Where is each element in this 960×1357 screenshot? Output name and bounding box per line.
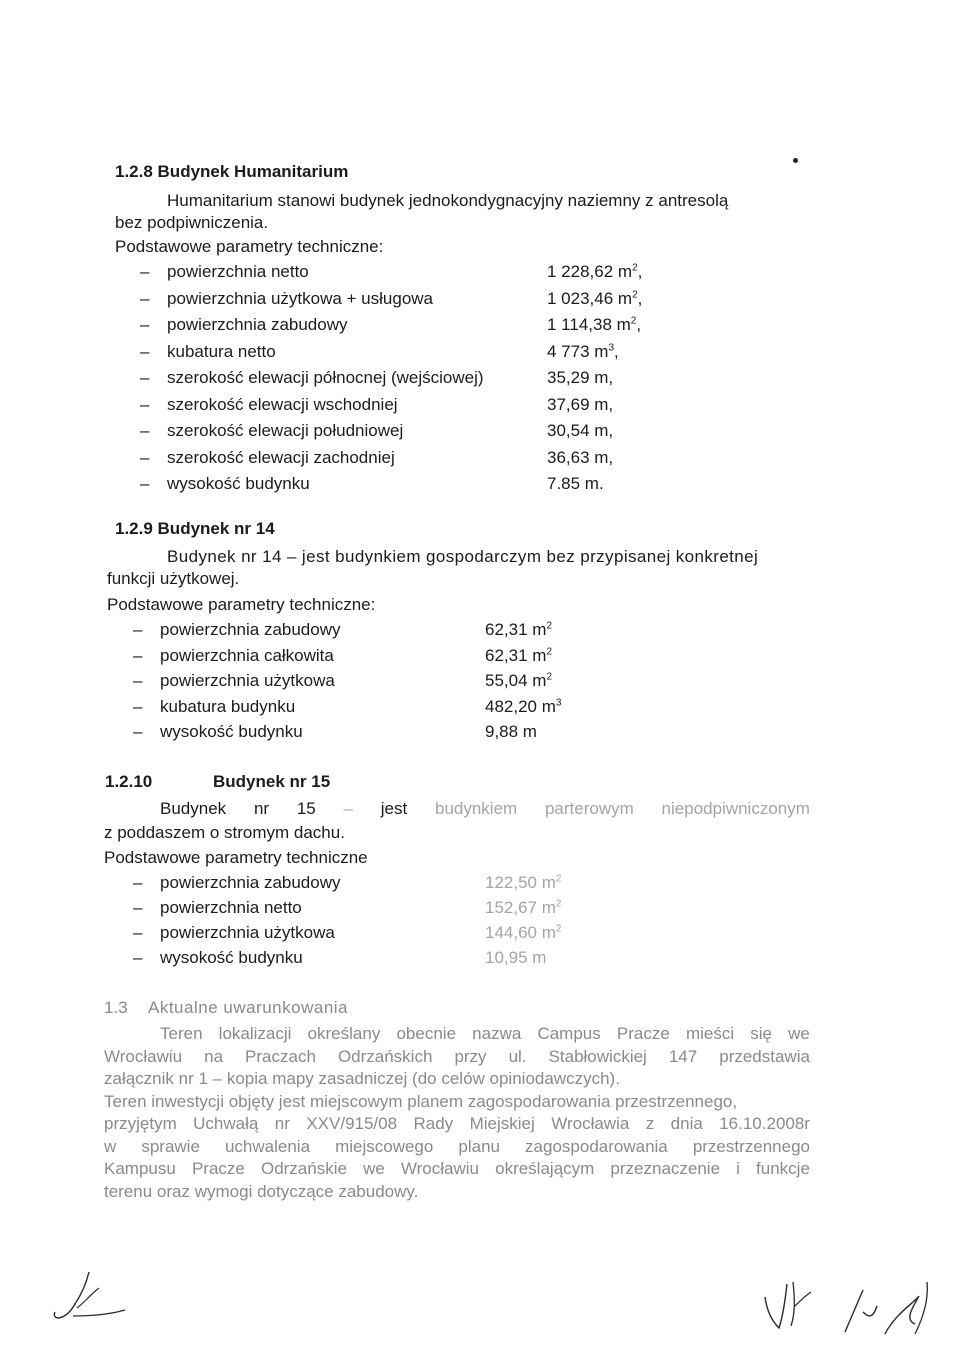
body-word: Odrzańskie: [260, 1159, 347, 1178]
param-row-1-2-10-label: powierzchnia użytkowa: [160, 923, 335, 942]
body-word: 147: [668, 1046, 698, 1066]
body-line: [160, 1024, 810, 1044]
param-row-1-2-8-value: [547, 315, 641, 335]
param-row-1-2-10-label: powierzchnia zabudowy: [160, 873, 341, 892]
body-word: ul.: [508, 1046, 527, 1066]
param-row-1-2-10-value: [485, 898, 561, 918]
section-1-2-8-heading: 1.2.8 Budynek Humanitarium: [115, 162, 349, 181]
list-bullet-dash: –: [140, 447, 150, 467]
param-row-1-2-9-label: powierzchnia zabudowy: [160, 620, 341, 639]
param-row-1-2-9-value: [485, 722, 537, 742]
body-word: przy: [454, 1046, 487, 1066]
section-1-2-8-params-title: Podstawowe parametry techniczne:: [115, 237, 384, 256]
body-word: przedstawia: [719, 1046, 810, 1066]
unit-exponent: 2: [546, 671, 552, 683]
intro-word: –: [343, 799, 353, 818]
body-word: określającym: [495, 1159, 595, 1178]
list-bullet-dash: –: [140, 341, 150, 361]
value-text: 9,88 m: [485, 722, 537, 741]
body-word: Wrocławiu: [400, 1159, 479, 1178]
param-row-1-2-8-value: [547, 474, 604, 494]
intro-word: parterowym: [544, 799, 634, 818]
section-1-2-10-intro-line1: [160, 799, 810, 819]
body-word: się: [750, 1024, 773, 1043]
body-word: Miejskiej: [469, 1114, 535, 1133]
body-word: uchwalenia: [224, 1136, 311, 1156]
param-row-1-2-9-value: [485, 646, 552, 666]
intro-word: budynkiem: [434, 799, 518, 818]
param-row-1-2-9-value: [485, 697, 561, 717]
section-1-3-number: 1.3: [104, 998, 128, 1017]
body-line: [104, 1114, 810, 1134]
body-line: [104, 1047, 810, 1067]
body-line: [104, 1182, 418, 1202]
param-row-1-2-8-value: [547, 368, 613, 388]
param-row-1-2-10-value: [485, 948, 546, 968]
body-word: nr: [274, 1114, 290, 1133]
value-text: 35,29 m,: [547, 368, 614, 387]
body-word: Wrocławia: [551, 1114, 630, 1133]
intro-word: nr: [253, 799, 270, 818]
param-row-1-2-8-label: powierzchnia zabudowy: [167, 315, 348, 334]
body-word: mieści: [685, 1024, 735, 1043]
body-word: Wrocławiu: [104, 1046, 183, 1066]
param-row-1-2-9-label: kubatura budynku: [160, 696, 296, 716]
list-bullet-dash: –: [140, 474, 150, 493]
param-row-1-2-10-label: powierzchnia netto: [160, 898, 302, 917]
section-1-2-9-intro-line2: funkcji użytkowej.: [107, 569, 240, 588]
body-word: Kampusu: [104, 1159, 176, 1178]
param-row-1-2-9-label: powierzchnia całkowita: [160, 645, 334, 665]
body-word: przeznaczenie: [610, 1159, 721, 1178]
section-1-3-title: Aktualne uwarunkowania: [148, 998, 349, 1017]
body-word: zagospodarowania: [525, 1136, 668, 1156]
value-text: 4 773 m: [547, 341, 609, 361]
list-bullet-dash: –: [140, 288, 150, 308]
body-word: Teren inwestycji objęty jest miejscowym planem zagospodarowania przestrzennego,: [104, 1091, 738, 1111]
param-row-1-2-9-label: powierzchnia użytkowa: [160, 671, 335, 690]
value-text: 37,69 m,: [547, 394, 614, 414]
param-row-1-2-8-value: [547, 342, 619, 362]
section-1-2-9-heading: 1.2.9 Budynek nr 14: [115, 519, 275, 538]
param-row-1-2-9-value: [485, 671, 552, 691]
body-word: Rady: [413, 1114, 454, 1133]
body-word: Pracze: [191, 1159, 245, 1178]
unit-exponent: 2: [632, 288, 638, 300]
value-text: 144,60 m: [485, 923, 556, 942]
body-line: [104, 1137, 810, 1157]
value-punctuation: ,: [637, 262, 643, 281]
intro-text: Humanitarium stanowi budynek jednokondygnacyjny naziemny z antresolą: [167, 191, 729, 210]
param-row-1-2-8-value: [547, 421, 613, 441]
param-row-1-2-8-label: szerokość elewacji południowej: [167, 421, 404, 440]
param-row-1-2-8-label: wysokość budynku: [167, 474, 310, 493]
body-word: Uchwałą: [193, 1114, 259, 1133]
body-word: w: [104, 1136, 117, 1156]
value-text: 1 228,62 m: [547, 262, 633, 281]
list-bullet-dash: –: [133, 923, 143, 942]
param-row-1-2-8-label: powierzchnia użytkowa + usługowa: [167, 288, 434, 308]
section-1-2-8-intro-line2: bez podpiwniczenia.: [115, 213, 269, 232]
unit-exponent: 2: [630, 315, 637, 327]
body-word: przestrzennego: [692, 1136, 810, 1156]
list-bullet-dash: –: [133, 722, 143, 741]
list-bullet-dash: –: [133, 620, 143, 639]
intro-word: Budynek: [160, 799, 227, 818]
list-bullet-dash: –: [133, 898, 143, 917]
value-text: 55,04 m: [485, 671, 547, 690]
value-text: 1 023,46 m: [547, 288, 633, 308]
body-word: określany: [307, 1024, 381, 1043]
value-punctuation: ,: [637, 288, 643, 308]
body-word: XXV/915/08: [306, 1114, 398, 1133]
unit-exponent: 2: [546, 645, 552, 657]
param-row-1-2-10-value: [485, 923, 561, 943]
unit-exponent: 2: [555, 873, 562, 885]
body-word: Campus: [537, 1024, 601, 1043]
section-1-2-10-number: 1.2.10: [105, 772, 153, 791]
body-word: terenu oraz wymogi dotyczące zabudowy.: [104, 1181, 419, 1201]
unit-exponent: 2: [632, 262, 638, 274]
value-text: 152,67 m: [485, 898, 556, 917]
value-punctuation: ,: [636, 315, 642, 334]
body-word: Odrzańskich: [337, 1046, 433, 1066]
body-word: nazwa: [472, 1024, 522, 1043]
list-bullet-dash: –: [133, 645, 143, 665]
unit-exponent: 2: [555, 898, 562, 910]
list-bullet-dash: –: [140, 368, 150, 387]
list-bullet-dash: –: [140, 315, 150, 334]
value-text: 10,95 m: [485, 948, 547, 967]
value-text: 482,20 m: [485, 696, 556, 716]
body-word: Stabłowickiej: [548, 1046, 647, 1066]
body-line: [104, 1159, 810, 1179]
body-word: obecnie: [396, 1024, 457, 1043]
body-word: sprawie: [141, 1136, 200, 1156]
unit-exponent: 3: [555, 696, 562, 708]
value-text: 62,31 m: [485, 645, 547, 665]
value-text: 122,50 m: [485, 873, 556, 892]
body-word: lokalizacji: [218, 1024, 292, 1043]
body-line: [104, 1092, 737, 1112]
list-bullet-dash: –: [140, 421, 150, 440]
value-text: 1 114,38 m: [547, 315, 631, 334]
list-bullet-dash: –: [133, 696, 143, 716]
list-bullet-dash: –: [140, 262, 150, 281]
param-row-1-2-10-label: wysokość budynku: [160, 948, 303, 967]
section-1-2-9-intro-line1: Budynek nr 14 – jest budynkiem gospodarczym bez przypisanej konkretnej: [167, 547, 759, 566]
param-row-1-2-8-value: [547, 289, 642, 309]
value-text: 30,54 m,: [547, 421, 614, 440]
param-row-1-2-8-value: [547, 448, 613, 468]
section-1-2-10-intro-line2: z poddaszem o stromym dachu.: [104, 823, 345, 842]
body-word: we: [788, 1024, 810, 1043]
section-1-2-10-params-title: Podstawowe parametry techniczne: [104, 848, 368, 867]
body-word: i: [736, 1159, 740, 1178]
section-1-2-8-intro-line1: [167, 191, 817, 211]
body-word: we: [363, 1159, 385, 1178]
param-row-1-2-8-value: [547, 395, 613, 415]
value-text: 36,63 m,: [547, 447, 614, 467]
body-word: 16.10.2008r: [719, 1114, 810, 1133]
param-row-1-2-8-label: kubatura netto: [167, 341, 276, 361]
body-word: Pracze: [616, 1024, 670, 1043]
body-word: na: [204, 1046, 224, 1066]
body-word: załącznik nr 1 – kopia mapy zasadniczej (do celów opiniodawczych).: [104, 1069, 620, 1088]
body-word: Praczach: [245, 1046, 316, 1066]
list-bullet-dash: –: [140, 394, 150, 414]
unit-exponent: 2: [546, 620, 552, 632]
section-1-2-9-params-title: Podstawowe parametry techniczne:: [107, 595, 376, 614]
body-word: planu: [458, 1136, 500, 1156]
param-row-1-2-8-label: szerokość elewacji północnej (wejściowej): [167, 368, 484, 387]
param-row-1-2-8-label: szerokość elewacji zachodniej: [167, 447, 395, 467]
param-row-1-2-8-label: powierzchnia netto: [167, 262, 309, 281]
bullet-mark: [793, 158, 798, 163]
intro-word: 15: [296, 799, 316, 818]
value-punctuation: ,: [614, 341, 619, 361]
body-word: funkcje: [756, 1159, 810, 1178]
intro-word: niepodpiwniczonym: [661, 799, 810, 818]
param-row-1-2-9-label: wysokość budynku: [160, 722, 303, 741]
body-word: z: [645, 1114, 655, 1133]
body-word: dnia: [670, 1114, 703, 1133]
intro-word: jest: [380, 799, 408, 818]
param-row-1-2-9-value: [485, 620, 552, 640]
param-row-1-2-8-value: [547, 262, 642, 282]
unit-exponent: 2: [555, 923, 562, 935]
body-word: miejscowego: [335, 1136, 434, 1156]
list-bullet-dash: –: [133, 873, 143, 892]
unit-exponent: 3: [608, 341, 614, 353]
body-word: przyjętym: [104, 1114, 177, 1133]
param-row-1-2-8-label: szerokość elewacji wschodniej: [167, 394, 398, 414]
list-bullet-dash: –: [133, 671, 143, 690]
list-bullet-dash: –: [133, 948, 143, 967]
signature-left: [25, 1250, 145, 1340]
section-1-2-10-title: Budynek nr 15: [213, 772, 331, 791]
value-text: 7.85 m.: [547, 474, 604, 493]
signature-right: [745, 1262, 955, 1352]
body-word: Teren: [160, 1024, 203, 1043]
value-text: 62,31 m: [485, 620, 547, 639]
body-line: [104, 1069, 620, 1089]
param-row-1-2-10-value: [485, 873, 561, 893]
